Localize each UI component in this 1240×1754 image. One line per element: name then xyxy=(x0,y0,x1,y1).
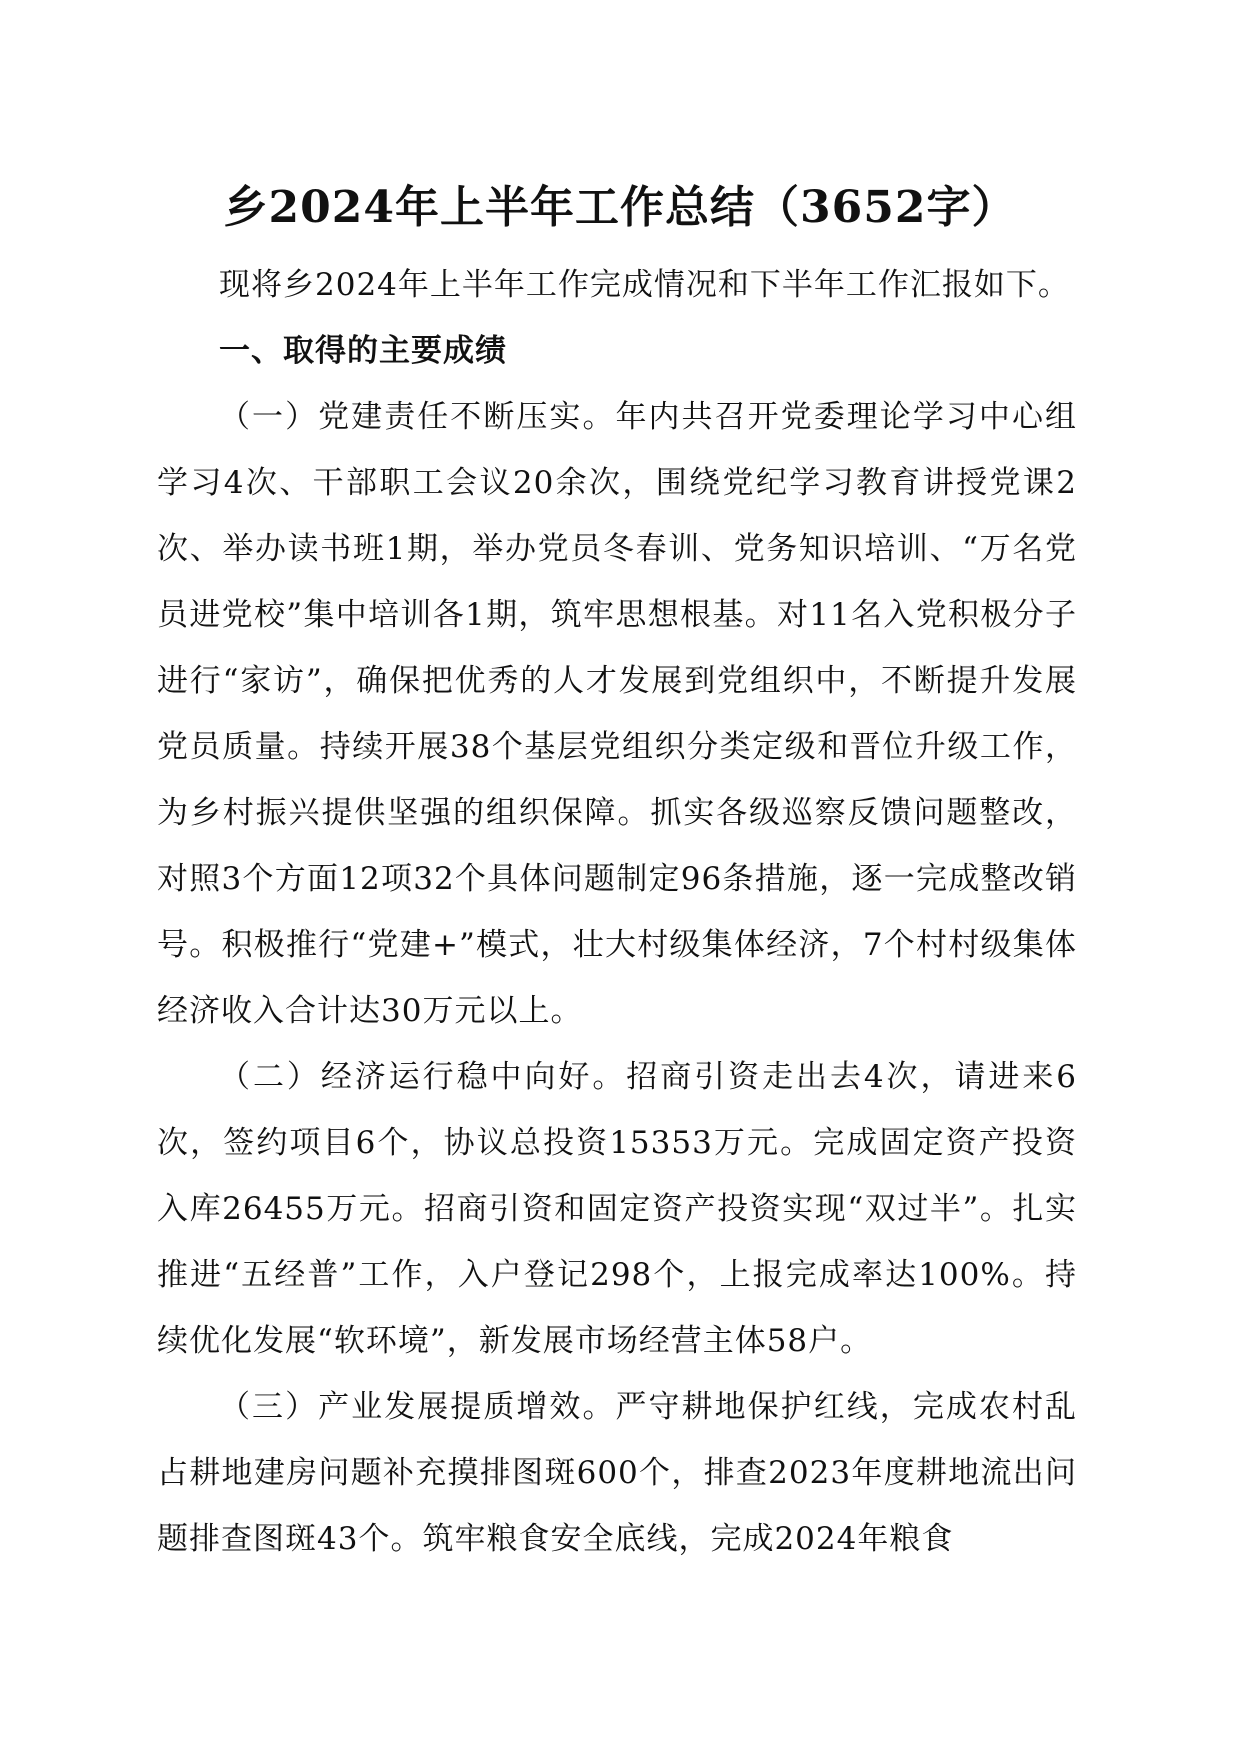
paragraph-industry: （三）产业发展提质增效。严守耕地保护红线，完成农村乱占耕地建房问题补充摸排图斑600个，排查2023年度耕地流出问题排查图斑43个。筑牢粮食安全底线，完成2024年粮食 xyxy=(157,1389,1077,1557)
paragraph-party-building: （一）党建责任不断压实。年内共召开党委理论学习中心组学习4次、干部职工会议20余次，围绕党纪学习教育讲授党课2次、举办读书班1期，举办党员冬春训、党务知识培训、“万名党员进党校”集中培训各1期，筑牢思想根基。对11名入党积极分子进行“家访”，确保把优秀的人才发展到党组织中，不断提升发展党员质量。持续开展38个基层党组织分类定级和晋位升级工作，为乡村振兴提供坚强的组织保障。抓实各级巡察反馈问题整改，对照3个方面12项32个具体问题制定96条措施，逐一完成整改销号。积极推行“党建+”模式，壮大村级集体经济，7个村村级集体经济收入合计达30万元以上。 xyxy=(157,399,1077,1029)
section-heading: 一、取得的主要成绩 xyxy=(219,333,507,369)
paragraph-economy: （二）经济运行稳中向好。招商引资走出去4次，请进来6次，签约项目6个，协议总投资15353万元。完成固定资产投资入库26455万元。招商引资和固定资产投资实现“双过半”。扎实推进“五经普”工作，入户登记298个，上报完成率达100%。持续优化发展“软环境”，新发展市场经营主体58户。 xyxy=(157,1059,1077,1359)
intro-paragraph: 现将乡2024年上半年工作完成情况和下半年工作汇报如下。 xyxy=(219,267,1070,303)
document-body xyxy=(157,252,1077,1572)
document-title: 乡2024年上半年工作总结（3652字） xyxy=(223,182,1017,233)
